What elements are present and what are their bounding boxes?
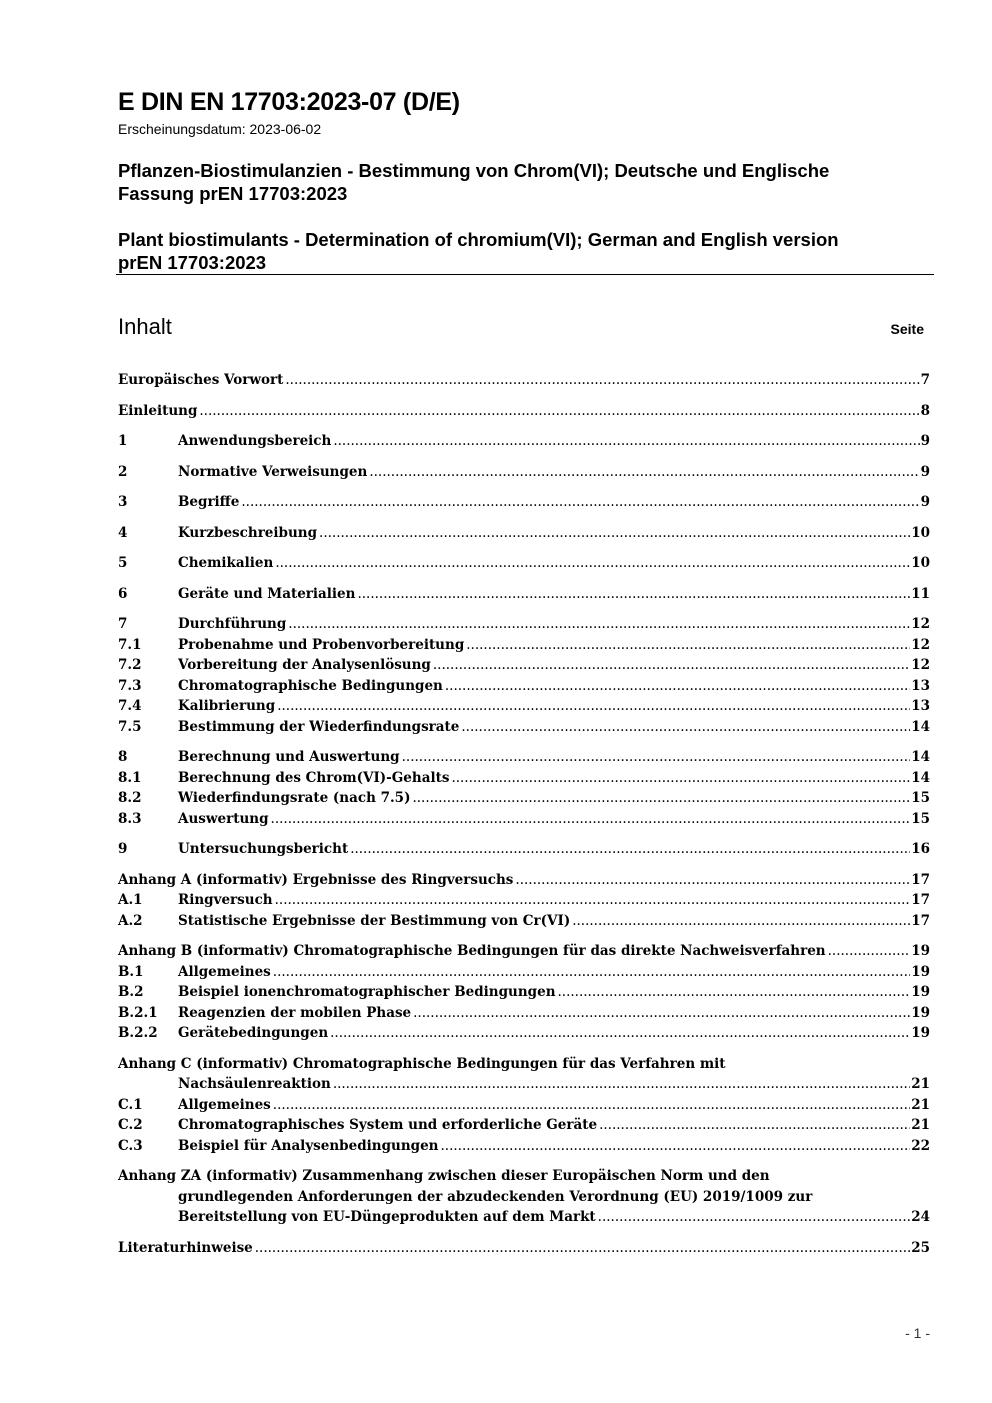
toc-entry[interactable] bbox=[118, 401, 930, 422]
toc-entry-title: Kalibrierung bbox=[178, 698, 276, 714]
toc-entry[interactable] bbox=[118, 1023, 930, 1044]
toc-entry-annex-a[interactable] bbox=[118, 870, 930, 891]
toc-entry-page: 10 bbox=[911, 524, 930, 541]
toc-entry-title: Anhang B (informativ) Chromatographische Bedingungen für das direkte Nachweisverfahren bbox=[118, 943, 826, 959]
toc-dot-leader bbox=[271, 809, 911, 830]
toc-entry[interactable] bbox=[118, 635, 930, 656]
toc-entry-page: 19 bbox=[911, 1004, 930, 1021]
toc-entry-page: 12 bbox=[911, 616, 930, 632]
toc-dot-leader bbox=[241, 492, 919, 513]
toc-dot-leader bbox=[572, 911, 910, 932]
toc-dot-leader bbox=[412, 788, 910, 809]
toc-entry-title: Beispiel für Analysenbedingungen bbox=[178, 1137, 439, 1154]
toc-dot-leader bbox=[413, 1003, 910, 1024]
toc-entry-page: 12 bbox=[911, 636, 930, 653]
toc-dot-leader bbox=[277, 696, 910, 717]
toc-entry-page: 10 bbox=[911, 555, 930, 571]
toc-dot-leader bbox=[288, 614, 910, 635]
toc-entry-annex-c[interactable] bbox=[118, 1054, 930, 1095]
toc-entry-title: Allgemeines bbox=[178, 1096, 271, 1113]
toc-entry-page: 9 bbox=[920, 433, 930, 449]
toc-entry[interactable] bbox=[118, 890, 930, 911]
toc-entry-page: 19 bbox=[911, 984, 930, 1000]
toc-entry-title: Anhang C (informativ) Chromatographische Bedingungen für das Verfahren mit bbox=[118, 1055, 726, 1072]
toc-entry-number: 8.1 bbox=[118, 769, 142, 786]
toc-entry-title: Anhang A (informativ) Ergebnisse des Ringversuchs bbox=[118, 871, 514, 888]
toc-entry-page: 17 bbox=[911, 912, 930, 929]
toc-heading: Inhalt bbox=[118, 314, 172, 339]
toc-entry-page: 21 bbox=[911, 1076, 930, 1092]
toc-entry-title: Kurzbeschreibung bbox=[178, 524, 318, 541]
toc-entry[interactable] bbox=[118, 431, 930, 452]
toc-entry-page: 14 bbox=[911, 718, 930, 735]
toc-entry-page: 9 bbox=[920, 494, 930, 510]
toc-entry-number: 7.1 bbox=[118, 636, 142, 653]
toc-entry[interactable] bbox=[118, 717, 930, 738]
toc-entry-number: 7.4 bbox=[118, 698, 142, 714]
toc-entry-page: 8 bbox=[920, 402, 930, 419]
toc-entry-title: Bestimmung der Wiederfindungsrate bbox=[178, 718, 460, 735]
toc-entry-page: 17 bbox=[911, 871, 930, 888]
toc-entry-title: Geräte und Materialien bbox=[178, 585, 356, 602]
toc-entry-title: Berechnung des Chrom(VI)-Gehalts bbox=[178, 769, 450, 786]
toc-entry-number: A.2 bbox=[118, 912, 143, 929]
toc-entry-title: Vorbereitung der Analysenlösung bbox=[178, 657, 431, 673]
toc-dot-leader bbox=[433, 655, 910, 676]
toc-entry-title: Berechnung und Auswertung bbox=[178, 749, 400, 765]
toc-entry-title: Chromatographisches System und erforderliche Geräte bbox=[178, 1117, 598, 1133]
toc-entry-title: Normative Verweisungen bbox=[178, 463, 368, 480]
toc-entry-page: 19 bbox=[911, 963, 930, 980]
toc-entry[interactable] bbox=[118, 1095, 930, 1116]
toc-dot-leader bbox=[275, 553, 910, 574]
toc-entry-title: Reagenzien der mobilen Phase bbox=[178, 1004, 412, 1021]
toc-entry-page: 15 bbox=[911, 790, 930, 806]
toc-entry-title: Literaturhinweise bbox=[118, 1239, 253, 1256]
toc-entry-number: 4 bbox=[118, 524, 128, 541]
toc-entry[interactable] bbox=[118, 370, 930, 391]
toc-entry-title: Begriffe bbox=[178, 494, 240, 510]
toc-entry-title: Auswertung bbox=[178, 810, 269, 827]
toc-entry-page: 7 bbox=[920, 372, 930, 388]
toc-entry-number: 7 bbox=[118, 616, 128, 632]
toc-entry-number: B.2 bbox=[118, 984, 144, 1000]
toc-dot-leader bbox=[199, 401, 919, 422]
toc-entry[interactable] bbox=[118, 1238, 930, 1259]
toc-entry-number: 8.2 bbox=[118, 790, 142, 806]
toc-entry-page: 19 bbox=[911, 1025, 930, 1041]
toc-entry-number: 9 bbox=[118, 841, 128, 857]
toc-entry-annex-za[interactable] bbox=[118, 1166, 930, 1228]
toc-entry-title: Einleitung bbox=[118, 402, 198, 419]
toc-entry-page: 24 bbox=[911, 1209, 930, 1225]
toc-dot-leader bbox=[333, 431, 919, 452]
toc-entry-line bbox=[118, 1074, 930, 1095]
toc-dot-leader bbox=[350, 839, 910, 860]
title-english-line2: prEN 17703:2023 bbox=[118, 252, 267, 273]
toc-entry-line bbox=[118, 1207, 930, 1228]
publication-date: Erscheinungsdatum: 2023-06-02 bbox=[118, 121, 322, 137]
toc-entry[interactable] bbox=[118, 839, 930, 860]
toc-entry[interactable] bbox=[118, 1136, 930, 1157]
toc-entry-number: 6 bbox=[118, 585, 128, 602]
toc-entry-title: Ringversuch bbox=[178, 892, 273, 908]
toc-entry-page: 13 bbox=[911, 677, 930, 694]
toc-entry[interactable] bbox=[118, 809, 930, 830]
toc-dot-leader bbox=[441, 1136, 911, 1157]
toc-dot-leader bbox=[285, 370, 919, 391]
toc-entry-page: 14 bbox=[911, 749, 930, 765]
toc-entry-annex-b[interactable] bbox=[118, 941, 930, 962]
toc-entry-page: 13 bbox=[911, 698, 930, 714]
toc-dot-leader bbox=[275, 890, 911, 911]
toc-entry[interactable] bbox=[118, 768, 930, 789]
toc-entry-page: 19 bbox=[911, 943, 930, 959]
toc-entry-page: 16 bbox=[911, 841, 930, 857]
toc-entry[interactable] bbox=[118, 676, 930, 697]
title-german-line1: Pflanzen-Biostimulanzien - Bestimmung von Chrom(VI); Deutsche und Englische bbox=[118, 160, 830, 181]
toc-entry-page: 21 bbox=[911, 1096, 930, 1113]
toc-dot-leader bbox=[599, 1115, 910, 1136]
title-english-line1: Plant biostimulants - Determination of chromium(VI); German and English version bbox=[118, 229, 839, 250]
toc-entry[interactable] bbox=[118, 553, 930, 574]
toc-entry-page: 12 bbox=[911, 657, 930, 673]
toc-entry-page: 15 bbox=[911, 810, 930, 827]
toc-dot-leader bbox=[330, 1023, 910, 1044]
toc-entry-title-continuation: grundlegenden Anforderungen der abzudeckenden Verordnung (EU) 2019/1009 zur bbox=[178, 1188, 813, 1205]
toc-entry[interactable] bbox=[118, 696, 930, 717]
toc-dot-leader bbox=[598, 1207, 911, 1228]
toc-dot-leader bbox=[461, 717, 910, 738]
toc-entry-number: 5 bbox=[118, 555, 128, 571]
toc-entry[interactable] bbox=[118, 982, 930, 1003]
title-german-line2: Fassung prEN 17703:2023 bbox=[118, 183, 348, 204]
toc-dot-leader bbox=[558, 982, 911, 1003]
toc-entry-number: 8.3 bbox=[118, 810, 142, 827]
toc-entry[interactable] bbox=[118, 911, 930, 932]
toc-entry-line bbox=[118, 1187, 930, 1208]
toc-entry-title: Anhang ZA (informativ) Zusammenhang zwischen dieser Europäischen Norm und den bbox=[118, 1168, 770, 1184]
toc-dot-leader bbox=[451, 768, 910, 789]
toc-entry-page: 9 bbox=[920, 463, 930, 480]
toc-entry[interactable] bbox=[118, 523, 930, 544]
toc-entry-number: C.2 bbox=[118, 1117, 143, 1133]
title-german bbox=[118, 159, 918, 205]
toc-entry-title: Statistische Ergebnisse der Bestimmung von Cr(VI) bbox=[178, 912, 571, 929]
toc-entry-number: 1 bbox=[118, 433, 128, 449]
toc-entry-line bbox=[118, 1054, 930, 1075]
toc-dot-leader bbox=[515, 870, 910, 891]
toc-entry-number: 7.2 bbox=[118, 657, 142, 673]
toc-dot-leader bbox=[369, 462, 919, 483]
toc-entry-page: 21 bbox=[911, 1117, 930, 1133]
toc-entry-page: 14 bbox=[911, 769, 930, 786]
toc-entry-title: Chemikalien bbox=[178, 555, 274, 571]
toc-entry-page: 11 bbox=[911, 585, 930, 602]
toc-entry-number: A.1 bbox=[118, 892, 143, 908]
toc-entry-number: C.1 bbox=[118, 1096, 143, 1113]
toc-entry[interactable] bbox=[118, 655, 930, 676]
toc-entry[interactable] bbox=[118, 788, 930, 809]
toc-entry-page: 25 bbox=[911, 1239, 930, 1256]
toc-dot-leader bbox=[828, 941, 911, 962]
toc-entry-number: B.1 bbox=[118, 963, 144, 980]
toc-entry-title: Beispiel ionenchromatographischer Bedingungen bbox=[178, 984, 556, 1000]
toc-entry-title: Anwendungsbereich bbox=[178, 433, 332, 449]
toc-entry-number: 7.5 bbox=[118, 718, 142, 735]
toc-entry-number: 2 bbox=[118, 463, 128, 480]
toc-entry-title: Allgemeines bbox=[178, 963, 271, 980]
toc-entry-number: C.3 bbox=[118, 1137, 143, 1154]
toc-entry-number: B.2.2 bbox=[118, 1025, 158, 1041]
toc-entry-title: Probenahme und Probenvorbereitung bbox=[178, 636, 465, 653]
toc-dot-leader bbox=[445, 676, 910, 697]
toc-entry-number: 7.3 bbox=[118, 677, 142, 694]
toc-dot-leader bbox=[319, 523, 910, 544]
toc-entry-title: Untersuchungsbericht bbox=[178, 841, 349, 857]
toc-entry[interactable] bbox=[118, 584, 930, 605]
toc-entry-title-continuation: Nachsäulenreaktion bbox=[178, 1076, 331, 1092]
toc-entry[interactable] bbox=[118, 492, 930, 513]
table-of-contents bbox=[118, 370, 930, 1258]
toc-dot-leader bbox=[357, 584, 910, 605]
toc-dot-leader bbox=[273, 962, 910, 983]
toc-entry-title: Gerätebedingungen bbox=[178, 1025, 329, 1041]
toc-dot-leader bbox=[333, 1074, 910, 1095]
toc-entry-page: 22 bbox=[911, 1137, 930, 1154]
toc-entry-title-continuation: Bereitstellung von EU-Düngeprodukten auf dem Markt bbox=[178, 1209, 596, 1225]
toc-entry[interactable] bbox=[118, 462, 930, 483]
toc-entry-title: Wiederfindungsrate (nach 7.5) bbox=[178, 790, 411, 806]
toc-entry-number: B.2.1 bbox=[118, 1004, 158, 1021]
toc-page-column-label: Seite bbox=[890, 321, 924, 337]
toc-entry-title: Chromatographische Bedingungen bbox=[178, 677, 443, 694]
toc-entry-number: 8 bbox=[118, 749, 128, 765]
toc-entry[interactable] bbox=[118, 962, 930, 983]
toc-entry[interactable] bbox=[118, 1115, 930, 1136]
toc-entry-line bbox=[118, 1166, 930, 1187]
toc-dot-leader bbox=[255, 1238, 910, 1259]
toc-entry-title: Durchführung bbox=[178, 616, 287, 632]
toc-entry[interactable] bbox=[118, 747, 930, 768]
header-divider bbox=[116, 274, 934, 275]
toc-entry-page: 17 bbox=[911, 892, 930, 908]
toc-entry-number: 3 bbox=[118, 494, 128, 510]
page-number: - 1 - bbox=[905, 1325, 930, 1341]
toc-dot-leader bbox=[273, 1095, 910, 1116]
toc-dot-leader bbox=[466, 635, 910, 656]
title-english bbox=[118, 228, 918, 274]
toc-entry[interactable] bbox=[118, 1003, 930, 1024]
toc-dot-leader bbox=[402, 747, 911, 768]
toc-entry[interactable] bbox=[118, 614, 930, 635]
document-id: E DIN EN 17703:2023-07 (D/E) bbox=[118, 88, 460, 116]
toc-entry-title: Europäisches Vorwort bbox=[118, 372, 284, 388]
